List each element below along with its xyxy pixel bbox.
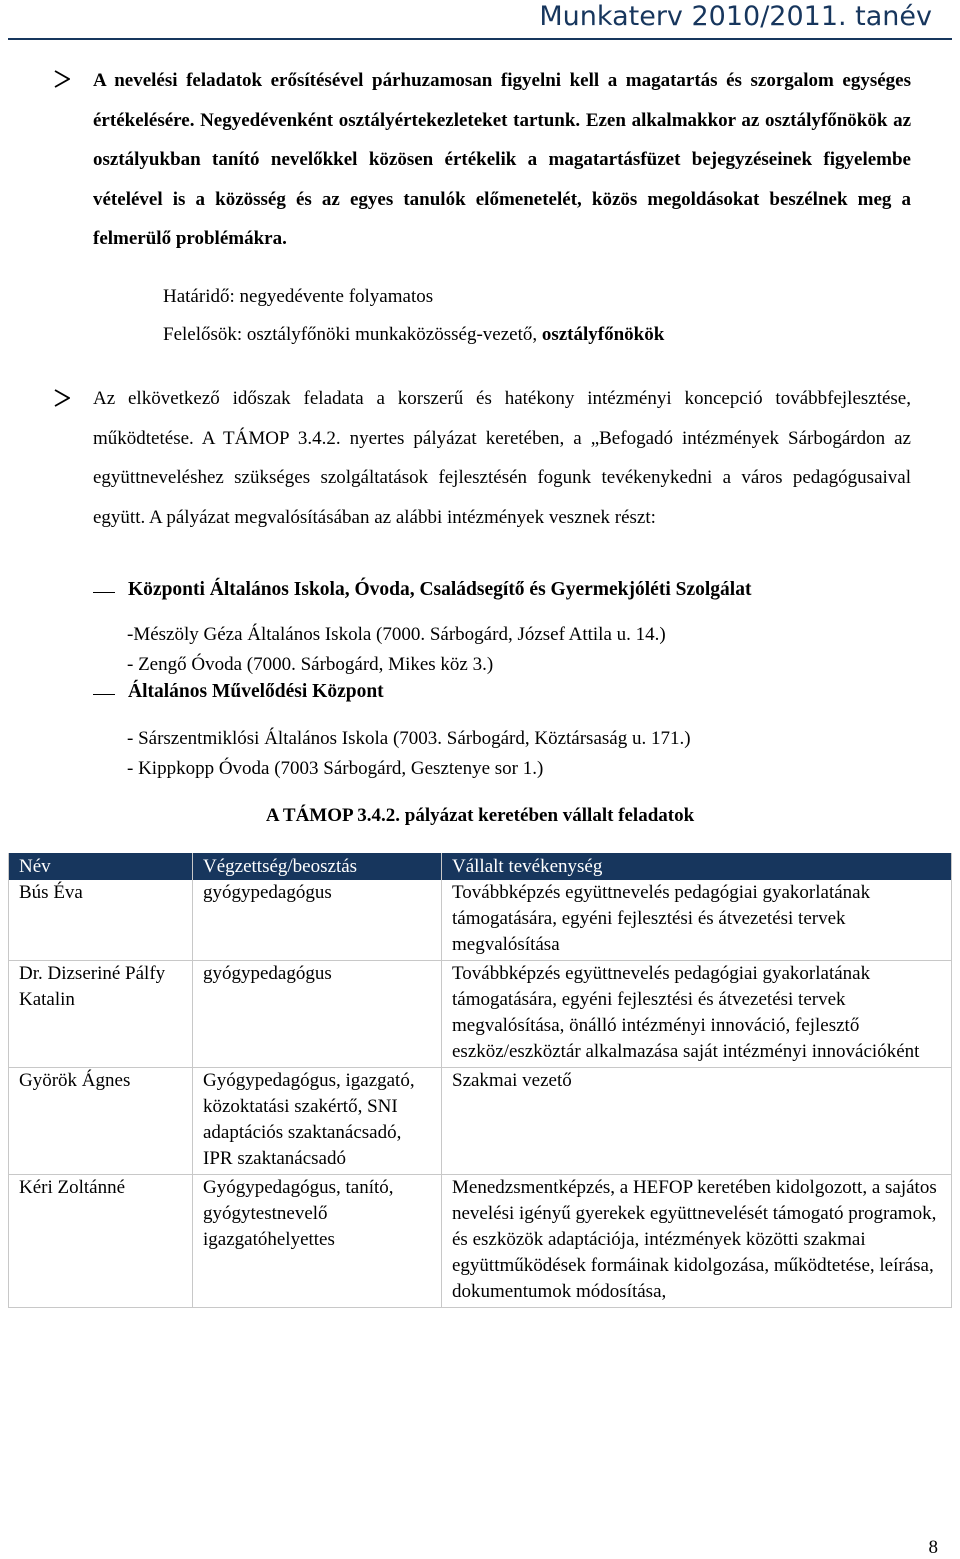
- cell-role: Gyógypedagógus, tanító, gyógytestnevelő igazgatóhelyettes: [193, 1175, 442, 1308]
- table-title: A TÁMOP 3.4.2. pályázat keretében vállalt feladatok: [265, 805, 695, 826]
- table-row: [9, 1175, 952, 1308]
- cell-name: Györök Ágnes: [9, 1068, 193, 1175]
- institution-sub: - Zengő Óvoda (7000. Sárbogárd, Mikes köz 3.): [127, 654, 494, 675]
- bullet-arrow-icon: [54, 70, 70, 88]
- institution-title: Központi Általános Iskola, Óvoda, Családsegítő és Gyermekjóléti Szolgálat: [128, 579, 752, 600]
- header-cell: Név: [9, 853, 193, 880]
- institution-title: Általános Művelődési Központ: [128, 681, 384, 702]
- institution-sub: - Kippkopp Óvoda (7003 Sárbogárd, Gesztenye sor 1.): [127, 758, 544, 779]
- page-number: 8: [928, 1537, 938, 1558]
- table-row: [9, 1068, 952, 1175]
- cell-role: Gyógypedagógus, igazgató, közoktatási szakértő, SNI adaptációs szaktanácsadó, IPR szaktanácsadó: [193, 1068, 442, 1175]
- cell-name: Kéri Zoltánné: [9, 1175, 193, 1308]
- responsible-bold: osztályfőnökök: [541, 324, 665, 345]
- header-rule: [8, 38, 952, 40]
- page-header: [0, 0, 960, 44]
- table-row: [9, 880, 952, 961]
- cell-activity: Szakmai vezető: [442, 1068, 952, 1175]
- responsible-line: [163, 321, 664, 349]
- header-cell: Végzettség/beosztás: [193, 853, 442, 880]
- header-title: Munkaterv 2010/2011. tanév: [539, 1, 932, 32]
- cell-activity: Menedzsmentképzés, a HEFOP keretében kidolgozott, a sajátos nevelési igényű gyerekek együttnevelését támogató programok, és eszközök adaptációja, intézmények közötti szakmai együttműködések formáinak kidolgozása, működtetése, leírása, dokumentumok módosítása,: [442, 1175, 952, 1308]
- cell-role: gyógypedagógus: [193, 880, 442, 961]
- header-cell: Vállalt tevékenység: [442, 853, 952, 880]
- bullet-arrow-icon: [54, 389, 70, 407]
- table-header-row: [9, 853, 952, 880]
- cell-activity: Továbbképzés együttnevelés pedagógiai gyakorlatának támogatására, egyéni fejlesztési és átvezetési tervek megvalósítása, önálló intézményi innováció, fejlesztő eszköz/eszköztár alkalmazása saját intézményi innovációként: [442, 961, 952, 1068]
- institution-sub: -Mészöly Géza Általános Iskola (7000. Sárbogárd, József Attila u. 14.): [127, 624, 666, 645]
- dash-marker: [93, 592, 115, 593]
- deadline-line: Határidő: negyedévente folyamatos: [163, 286, 434, 307]
- institution-sub: - Sárszentmiklósi Általános Iskola (7003. Sárbogárd, Köztársaság u. 171.): [127, 728, 691, 749]
- cell-activity: Továbbképzés együttnevelés pedagógiai gyakorlatának támogatására, egyéni fejlesztési és átvezetési tervek megvalósítása: [442, 880, 952, 961]
- section1-paragraph: A nevelési feladatok erősítésével párhuzamosan figyelni kell a magatartás és szorgalom egységes értékelésére. Negyedévenként osztályértekezleteket tartunk. Ezen alkalmakkor az osztályfőnökök az osztályukban tanító nevelőkkel közösen értékelik a magatartásfüzet bejegyzéseinek figyelembe vételével is a közösség és az egyes tanulók előmenetelét, közös megoldásokat beszélnek meg a felmerülő problémákra.: [93, 70, 911, 249]
- tasks-table: [8, 853, 952, 1308]
- table-row: [9, 961, 952, 1068]
- cell-name: Dr. Dizseriné Pálfy Katalin: [9, 961, 193, 1068]
- cell-name: Bús Éva: [9, 880, 193, 961]
- cell-role: gyógypedagógus: [193, 961, 442, 1068]
- section2-paragraph: Az elkövetkező időszak feladata a korszerű és hatékony intézményi koncepció továbbfejlesztése, működtetése. A TÁMOP 3.4.2. nyertes pályázat keretében, a „Befogadó intézmények Sárbogárdon az együttneveléshez szükséges szolgáltatások fejlesztésén fogunk tevékenykedni a város pedagógusaival együtt. A pályázat megvalósításában az alábbi intézmények vesznek részt:: [93, 388, 911, 528]
- dash-marker: [93, 694, 115, 695]
- responsible-prefix: Felelősök: osztályfőnöki munkaközösség-vezető,: [163, 324, 542, 345]
